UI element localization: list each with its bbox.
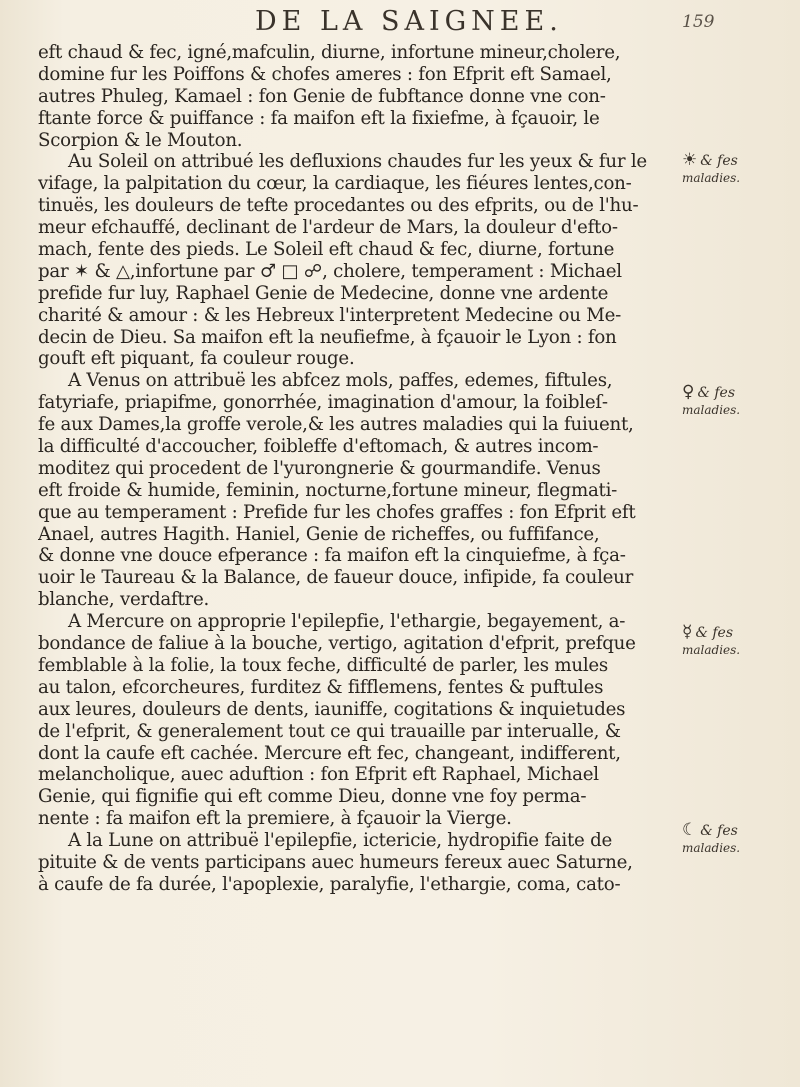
text-line: tinuës, les douleurs de tefte procedantes ou des efprits, ou de l'hu-	[38, 195, 639, 217]
text-line: aux leures, douleurs de dents, iauniffe, cogitations & inquietudes	[38, 698, 626, 720]
margin-note-mercury: ☿ & fes maladies.	[682, 622, 741, 657]
text-line: eft froide & humide, feminin, nocturne,fortune mineur, flegmati-	[38, 479, 618, 501]
text-line: & donne vne douce efperance : fa maifon eft la cinquiefme, à fça-	[38, 545, 626, 567]
text-line: autres Phuleg, Kamael : fon Genie de fubftance donne vne con-	[38, 85, 606, 107]
text-line: Anael, autres Hagith. Haniel, Genie de richeffes, ou fuffifance,	[38, 523, 600, 545]
paragraph-start-mercury: A Mercure on approprie l'epilepfie, l'ethargie, begayement, a-	[68, 611, 626, 633]
text-line: charité & amour : & les Hebreux l'interpretent Medecine ou Me-	[38, 304, 621, 326]
text-line: que au temperament : Prefide fur les chofes graffes : fon Efprit eft	[38, 501, 636, 523]
text-line: blanche, verdaftre.	[38, 589, 209, 611]
sun-symbol-icon: ☀	[682, 150, 698, 170]
moon-symbol-icon: ☾	[682, 820, 698, 840]
paragraph-start-sun: Au Soleil on attribué les defluxions chaudes fur les yeux & fur le	[68, 151, 647, 173]
paragraph-start-venus: A Venus on attribuë les abfcez mols, paffes, edemes, fiftules,	[68, 370, 613, 392]
paragraph-start-moon: A la Lune on attribuë l'epilepfie, ictericie, hydropifie faite de	[68, 830, 613, 852]
text-line: domine fur les Poiffons & chofes ameres : fon Efprit eft Samael,	[38, 63, 612, 85]
text-line: prefide fur luy, Raphael Genie de Medecine, donne vne ardente	[38, 282, 609, 304]
text-line: bondance de faliue à la bouche, vertigo, agitation d'efprit, prefque	[38, 633, 636, 655]
margin-note-sun: ☀ & fes maladies.	[682, 150, 741, 185]
text-line: pituite & de vents participans auec humeurs fereux auec Saturne,	[38, 851, 633, 873]
text-line: meur efchauffé, declinant de l'ardeur de Mars, la douleur d'efto-	[38, 217, 618, 239]
margin-note-moon: ☾ & fes maladies.	[682, 820, 741, 855]
text-line: fe aux Dames,la groffe verole,& les autres maladies qui la fuiuent,	[38, 414, 634, 436]
text-line: femblable à la folie, la toux feche, difficulté de parler, les mules	[38, 654, 609, 676]
text-line: au talon, efcorcheures, furditez & fifflemens, fentes & puftules	[38, 676, 604, 698]
venus-symbol-icon: ♀	[682, 382, 695, 402]
text-line: la difficulté d'accoucher, foibleffe d'eftomach, & autres incom-	[38, 436, 599, 458]
text-line: dont la caufe eft cachée. Mercure eft fec, changeant, indifferent,	[38, 742, 621, 764]
text-line: moditez qui procedent de l'yurongnerie & gourmandife. Venus	[38, 457, 601, 479]
text-line: decin de Dieu. Sa maifon eft la neufiefme, à fçauoir le Lyon : fon	[38, 326, 617, 348]
text-line: eft chaud & fec, igné,mafculin, diurne, infortune mineur,cholere,	[38, 42, 621, 63]
text-line: nente : fa maifon eft la premiere, à fçauoir la Vierge.	[38, 808, 512, 830]
running-title: DE LA SAIGNEE.	[255, 6, 563, 37]
page-header	[0, 4, 800, 44]
text-line: vifage, la palpitation du cœur, la cardiaque, les fiéures lentes,con-	[38, 173, 632, 195]
text-line: melancholique, auec aduftion : fon Efprit eft Raphael, Michael	[38, 764, 599, 786]
text-line: fatyriafe, priapifme, gonorrhée, imagination d'amour, la foibleſ-	[38, 392, 608, 414]
margin-note-venus: ♀ & fes maladies.	[682, 382, 741, 417]
text-line: Genie, qui fignifie qui eft comme Dieu, donne vne foy perma-	[38, 786, 587, 808]
text-line: gouft eft piquant, fa couleur rouge.	[38, 348, 355, 370]
body-text	[38, 42, 674, 896]
text-line: de l'efprit, & generalement tout ce qui trauaille par interualle, &	[38, 720, 621, 742]
mercury-symbol-icon: ☿	[682, 622, 693, 642]
text-line: Scorpion & le Mouton.	[38, 129, 243, 151]
page-number: 159	[682, 12, 715, 32]
text-line: par ✶ & △,infortune par ♂ □ ☍, cholere, temperament : Michael	[38, 260, 622, 282]
text-line: à caufe de fa durée, l'apoplexie, paralyfie, l'ethargie, coma, cato-	[38, 873, 621, 895]
text-line: uoir le Taureau & la Balance, de faueur douce, infipide, fa couleur	[38, 567, 634, 589]
text-line: ftante force & puiffance : fa maifon eft la fixiefme, à fçauoir, le	[38, 107, 600, 129]
text-line: mach, fente des pieds. Le Soleil eft chaud & fec, diurne, fortune	[38, 239, 615, 261]
